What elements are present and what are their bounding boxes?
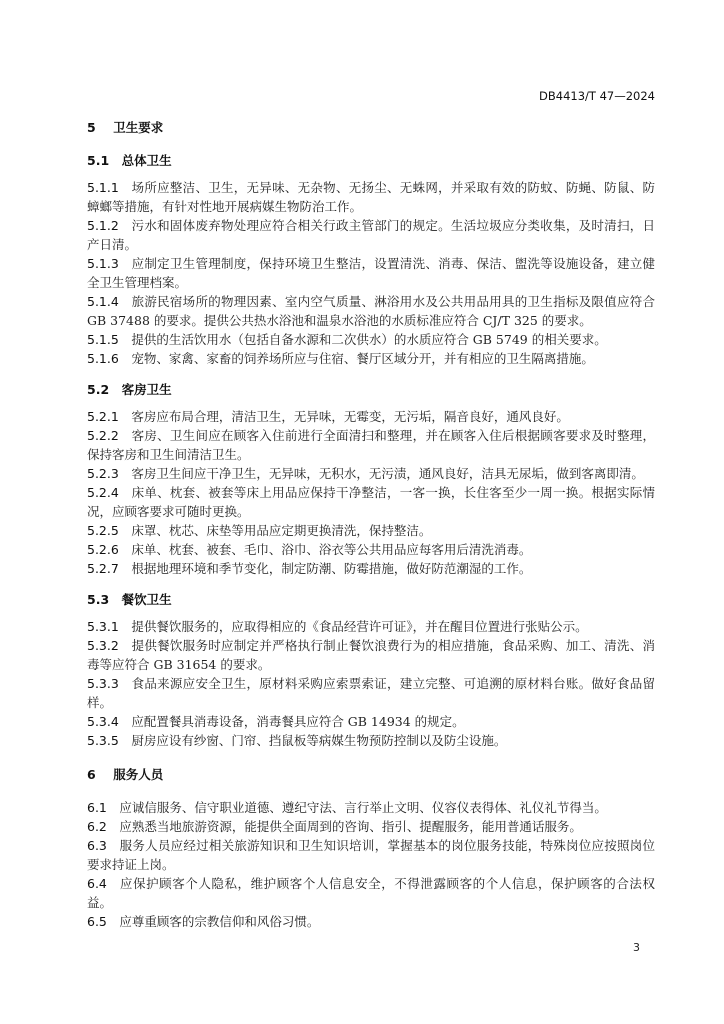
clause-number: 5.1.1 [87,180,119,195]
clause-number: 5.2.4 [87,485,119,500]
chapter-title-text: 卫生要求 [113,120,164,135]
clause-5-1-4 [87,292,655,330]
clause-text: 床单、枕套、被套等床上用品应保持干净整洁，一客一换，长住客至少一周一换。根据实际情况，应顾客要求可随时更换。 [87,485,655,519]
clause-6-5 [87,912,655,931]
section-5-1 [87,151,655,368]
clause-number: 5.3.2 [87,638,119,653]
section-heading [87,151,655,170]
clause-text: 旅游民宿场所的物理因素、室内空气质量、淋浴用水及公共用品用具的卫生指标及限值应符合 GB 37488 的要求。提供公共热水浴池和温泉水浴池的水质标准应符合 CJ/T 325 的要求。 [87,294,655,328]
clause-text: 宠物、家禽、家畜的饲养场所应与住宿、餐厅区域分开，并有相应的卫生隔离措施。 [131,351,594,366]
section-title-text: 总体卫生 [121,153,172,168]
clause-5-3-2 [87,636,655,674]
clause-text: 床单、枕套、被套、毛巾、浴巾、浴衣等公共用品应每客用后清洗消毒。 [131,542,532,557]
clause-number: 5.1.2 [87,218,119,233]
clause-number: 5.1.5 [87,332,119,347]
page-number: 3 [633,941,640,954]
clause-number: 5.2.5 [87,523,119,538]
clause-number: 5.2.2 [87,428,119,443]
chapter-number: 5 [87,120,96,135]
clause-number: 5.2.3 [87,466,119,481]
clause-number: 5.3.1 [87,619,119,634]
clause-text: 厨房应设有纱窗、门帘、挡鼠板等病媒生物预防控制以及防尘设施。 [131,733,507,748]
section-number: 5.3 [87,592,110,607]
section-heading [87,590,655,609]
clause-number: 5.1.3 [87,256,119,271]
clause-number: 5.3.5 [87,733,119,748]
clause-number: 5.2.1 [87,409,119,424]
clause-text: 根据地理环境和季节变化，制定防潮、防霉措施，做好防范潮湿的工作。 [131,561,532,576]
clause-text: 应制定卫生管理制度，保持环境卫生整洁，设置清洗、消毒、保洁、盥洗等设施设备，建立健全卫生管理档案。 [87,256,655,290]
clause-text: 场所应整洁、卫生，无异味、无杂物、无扬尘、无蛛网，并采取有效的防蚊、防蝇、防鼠、防蟑螂等措施，有针对性地开展病媒生物防治工作。 [87,180,655,214]
clause-number: 6.3 [87,838,107,853]
clause-5-2-6 [87,540,655,559]
clause-6-1 [87,798,655,817]
chapter-title-text: 服务人员 [113,767,164,782]
clause-text: 污水和固体废弃物处理应符合相关行政主管部门的规定。生活垃圾应分类收集，及时清扫，日产日清。 [87,218,655,252]
clause-5-1-1 [87,178,655,216]
clause-text: 客房、卫生间应在顾客入住前进行全面清扫和整理，并在顾客入住后根据顾客要求及时整理，保持客房和卫生间清洁卫生。 [87,428,655,462]
clause-text: 应保护顾客个人隐私，维护顾客个人信息安全，不得泄露顾客的个人信息，保护顾客的合法权益。 [87,876,655,910]
clause-number: 5.1.4 [87,294,119,309]
clause-5-3-3 [87,674,655,712]
clause-5-1-6 [87,349,655,368]
section-number: 5.1 [87,153,110,168]
section-title-text: 客房卫生 [121,382,172,397]
clause-number: 5.1.6 [87,351,119,366]
page-body [87,118,655,931]
clause-text: 提供餐饮服务时应制定并严格执行制止餐饮浪费行为的相应措施，食品采购、加工、清洗、消毒等应符合 GB 31654 的要求。 [87,638,655,672]
chapter-6 [87,765,655,931]
section-5-2 [87,380,655,578]
clause-5-2-5 [87,521,655,540]
clause-6-3 [87,836,655,874]
chapter-heading [87,765,655,784]
clause-number: 5.3.4 [87,714,119,729]
clause-text: 应尊重顾客的宗教信仰和风俗习惯。 [119,914,320,929]
clause-5-2-3 [87,464,655,483]
section-number: 5.2 [87,382,110,397]
clause-5-1-2 [87,216,655,254]
section-heading [87,380,655,399]
clause-5-1-5 [87,330,655,349]
clause-number: 5.2.7 [87,561,119,576]
clause-5-1-3 [87,254,655,292]
clause-text: 床罩、枕芯、床垫等用品应定期更换清洗，保持整洁。 [131,523,432,538]
clause-text: 客房应布局合理，清洁卫生，无异味，无霉变，无污垢，隔音良好，通风良好。 [131,409,569,424]
clause-number: 6.1 [87,800,107,815]
clause-text: 提供的生活饮用水（包括自备水源和二次供水）的水质应符合 GB 5749 的相关要求。 [131,332,607,347]
clause-number: 5.3.3 [87,676,119,691]
clause-number: 6.2 [87,819,107,834]
clause-5-2-7 [87,559,655,578]
chapter-5 [87,118,655,750]
clause-number: 6.5 [87,914,107,929]
clause-5-3-5 [87,731,655,750]
section-5-3 [87,590,655,750]
clause-text: 服务人员应经过相关旅游知识和卫生知识培训，掌握基本的岗位服务技能，特殊岗位应按照岗位要求持证上岗。 [87,838,655,872]
clause-6-4 [87,874,655,912]
clause-5-3-4 [87,712,655,731]
document-code: DB4413/T 47—2024 [539,89,655,103]
clause-text: 食品来源应安全卫生，原材料采购应索票索证，建立完整、可追溯的原材料台账。做好食品留样。 [87,676,655,710]
clause-5-3-1 [87,617,655,636]
clause-text: 应配置餐具消毒设备，消毒餐具应符合 GB 14934 的规定。 [131,714,465,729]
clause-text: 应熟悉当地旅游资源，能提供全面周到的咨询、指引、提醒服务，能用普通话服务。 [119,819,582,834]
clause-text: 提供餐饮服务的，应取得相应的《食品经营许可证》，并在醒目位置进行张贴公示。 [131,619,588,634]
chapter-heading [87,118,655,137]
clause-5-2-2 [87,426,655,464]
clause-text: 应诚信服务、信守职业道德、遵纪守法、言行举止文明、仪容仪表得体、礼仪礼节得当。 [119,800,607,815]
clause-6-2 [87,817,655,836]
clause-5-2-1 [87,407,655,426]
clause-number: 5.2.6 [87,542,119,557]
section-title-text: 餐饮卫生 [121,592,172,607]
chapter-number: 6 [87,767,96,782]
clause-number: 6.4 [87,876,107,891]
clause-text: 客房卫生间应干净卫生，无异味，无积水，无污渍，通风良好，洁具无尿垢，做到客离即清。 [131,466,644,481]
clause-5-2-4 [87,483,655,521]
